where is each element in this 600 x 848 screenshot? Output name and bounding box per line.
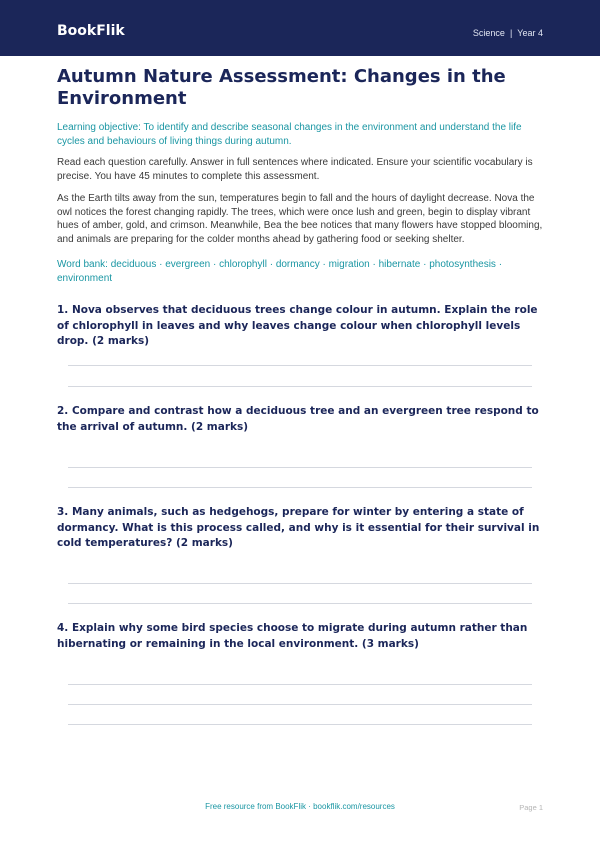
answer-line[interactable] (68, 684, 532, 685)
question-2: 2. Compare and contrast how a deciduous tree and an evergreen tree respond to the arrival of autumn. (2 marks) (57, 405, 539, 433)
answer-line[interactable] (68, 386, 532, 387)
story-passage: As the Earth tilts away from the sun, temperatures begin to fall and the hours of daylight decrease. Nova the owl notices the forest changing rapidly. The trees, which were once lush and green, begin to display vibrant hues of amber, gold, and crimson. Meanwhile, Bea the bee notices that many flowers have stopped blooming, and animals are preparing for the colder months ahead by gathering food or seeking shelter. (57, 193, 543, 245)
answer-line[interactable] (68, 704, 532, 705)
year-label: Year 4 (517, 28, 543, 38)
page-number: Page 1 (519, 803, 543, 812)
word-bank: Word bank: deciduous · evergreen · chlorophyll · dormancy · migration · hibernate · photosynthesis · environment (57, 259, 503, 284)
footer-credit: Free resource from BookFlik · bookflik.com/resources (205, 802, 395, 811)
answer-line[interactable] (68, 583, 532, 584)
answer-line[interactable] (68, 487, 532, 488)
answer-line[interactable] (68, 467, 532, 468)
page-title: Autumn Nature Assessment: Changes in the Environment (57, 66, 506, 109)
answer-line[interactable] (68, 724, 532, 725)
question-3: 3. Many animals, such as hedgehogs, prepare for winter by entering a state of dormancy. What is this process called, and why is it essential for their survival in cold temperatures? (2 marks) (57, 506, 540, 549)
answer-line[interactable] (68, 365, 532, 366)
answer-line[interactable] (68, 603, 532, 604)
instructions: Read each question carefully. Answer in full sentences where indicated. Ensure your scientific vocabulary is precise. You have 45 minutes to complete this assessment. (57, 157, 533, 182)
question-1: 1. Nova observes that deciduous trees change colour in autumn. Explain the role of chlorophyll in leaves and why leaves change colour when chlorophyll levels drop. (2 marks) (57, 304, 538, 347)
brand-logo: BookFlik (57, 23, 125, 39)
subject-year (473, 27, 543, 39)
learning-objective: Learning objective: To identify and describe seasonal changes in the environment and understand the life cycles and behaviours of living things during autumn. (57, 122, 522, 147)
page-header (0, 0, 600, 56)
subject-label: Science (472, 28, 505, 38)
meta-separator: | (509, 28, 513, 38)
question-4: 4. Explain why some bird species choose to migrate during autumn rather than hibernating or remaining in the local environment. (3 marks) (57, 622, 528, 650)
